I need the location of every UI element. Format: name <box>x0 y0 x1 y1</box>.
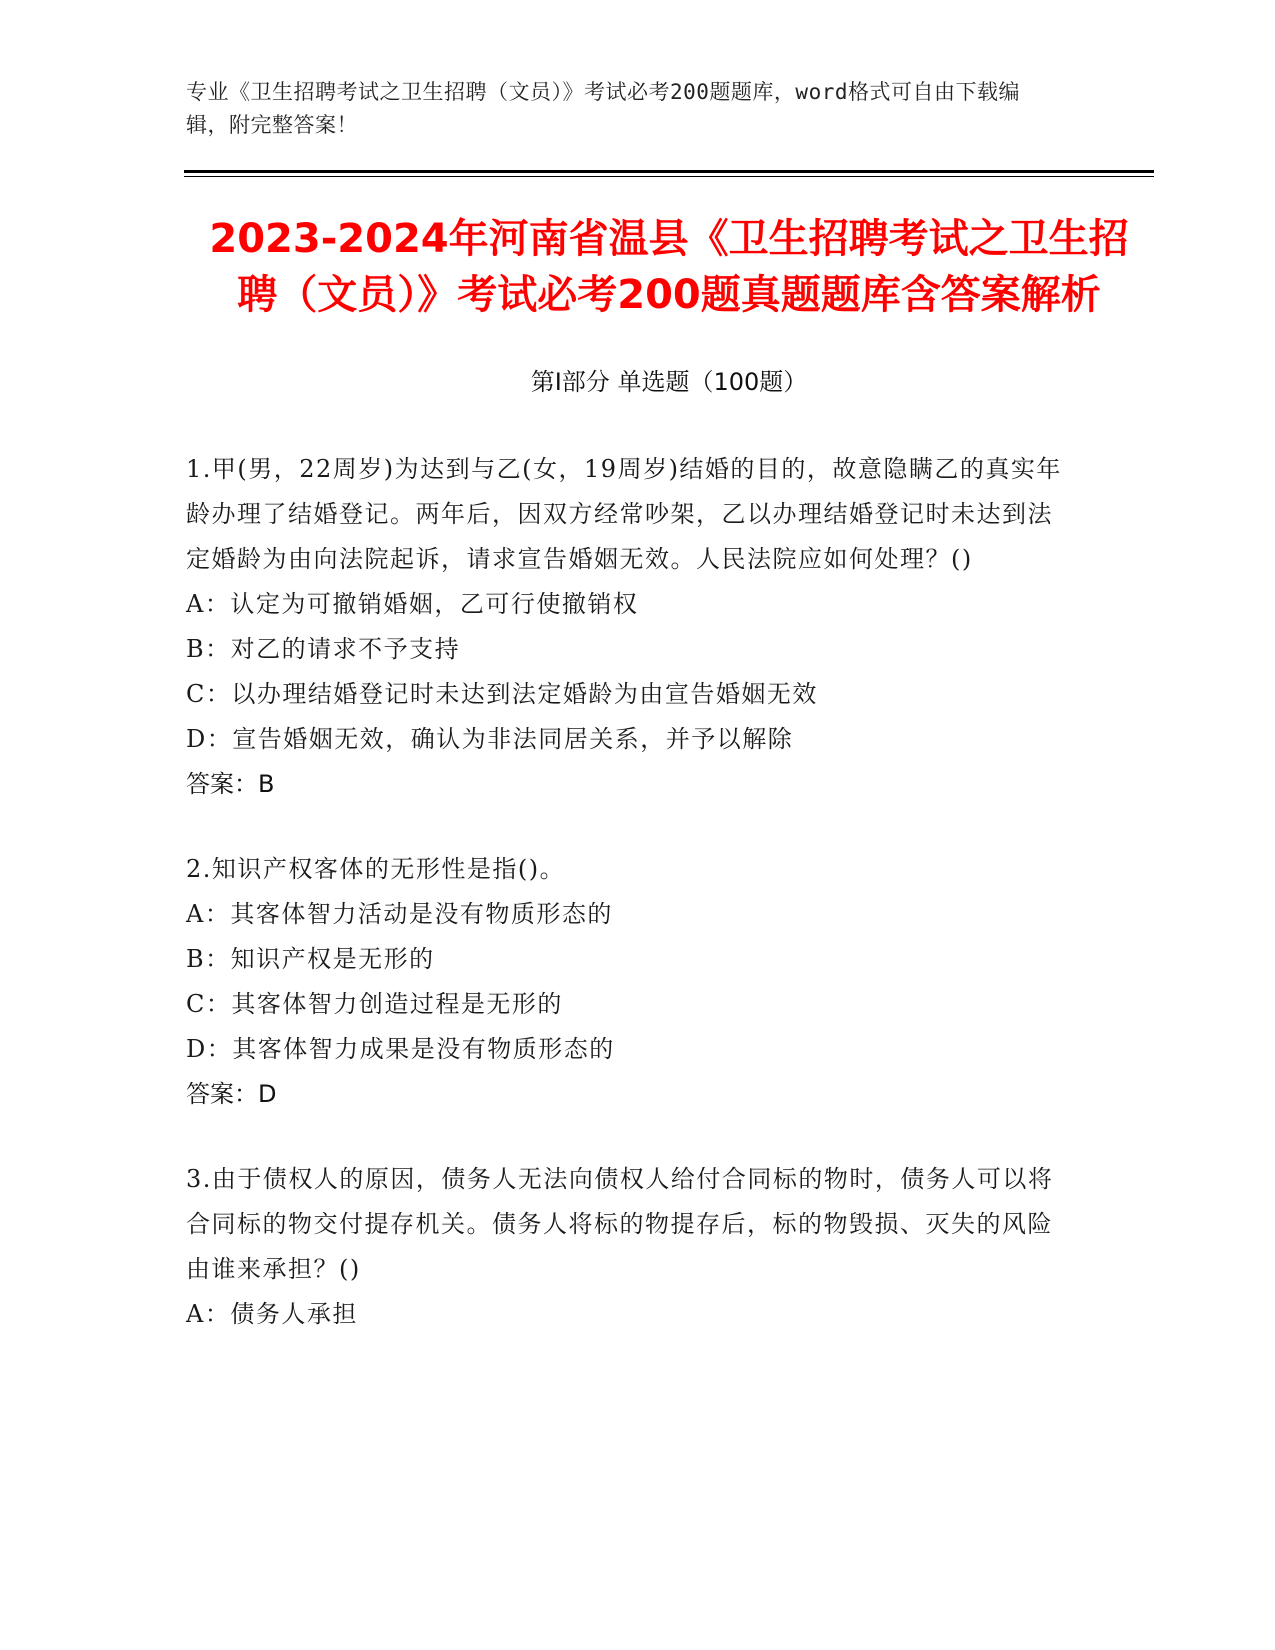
question-2-stem: 2.知识产权客体的无形性是指()。 <box>186 855 566 883</box>
question-3-option-a: A：债务人承担 <box>186 1300 358 1328</box>
header-divider <box>184 170 1154 177</box>
question-list <box>186 447 1152 1337</box>
question-1-option-d: D：宣告婚姻无效，确认为非法同居关系，并予以解除 <box>186 725 794 753</box>
section-title: 第Ⅰ部分 单选题（100题） <box>530 368 808 396</box>
header-divider-thick <box>184 170 1154 173</box>
header-note: 专业《卫生招聘考试之卫生招聘（文员）》考试必考200题题库，word格式可自由下载编辑，附完整答案！ <box>186 80 1020 137</box>
question-2-answer: 答案：D <box>186 1080 277 1108</box>
document-page <box>186 76 1152 1377</box>
question-2-option-d: D：其客体智力成果是没有物质形态的 <box>186 1035 615 1063</box>
question-2 <box>186 847 1152 1117</box>
question-1-option-a: A：认定为可撤销婚姻，乙可行使撤销权 <box>186 590 639 618</box>
question-1-answer: 答案：B <box>186 770 275 798</box>
question-3-stem: 3.由于债权人的原因，债务人无法向债权人给付合同标的物时，债务人可以将合同标的物交付提存机关。债务人将标的物提存后，标的物毁损、灭失的风险由谁来承担？() <box>186 1165 1054 1283</box>
header-divider-thin <box>184 176 1154 177</box>
question-3 <box>186 1157 1152 1337</box>
question-2-option-b: B：知识产权是无形的 <box>186 945 435 973</box>
question-1 <box>186 447 1152 807</box>
question-2-option-a: A：其客体智力活动是没有物质形态的 <box>186 900 613 928</box>
question-1-stem: 1.甲(男，22周岁)为达到与乙(女，19周岁)结婚的目的，故意隐瞒乙的真实年龄办理了结婚登记。两年后，因双方经常吵架，乙以办理结婚登记时未达到法定婚龄为由向法院起诉，请求宣告婚姻无效。人民法院应如何处理？() <box>186 455 1062 573</box>
question-1-option-c: C：以办理结婚登记时未达到法定婚龄为由宣告婚姻无效 <box>186 680 818 708</box>
document-title: 2023-2024年河南省温县《卫生招聘考试之卫生招聘（文员）》考试必考200题真题题库含答案解析 <box>209 216 1129 318</box>
question-1-option-b: B：对乙的请求不予支持 <box>186 635 461 663</box>
question-2-option-c: C：其客体智力创造过程是无形的 <box>186 990 563 1018</box>
